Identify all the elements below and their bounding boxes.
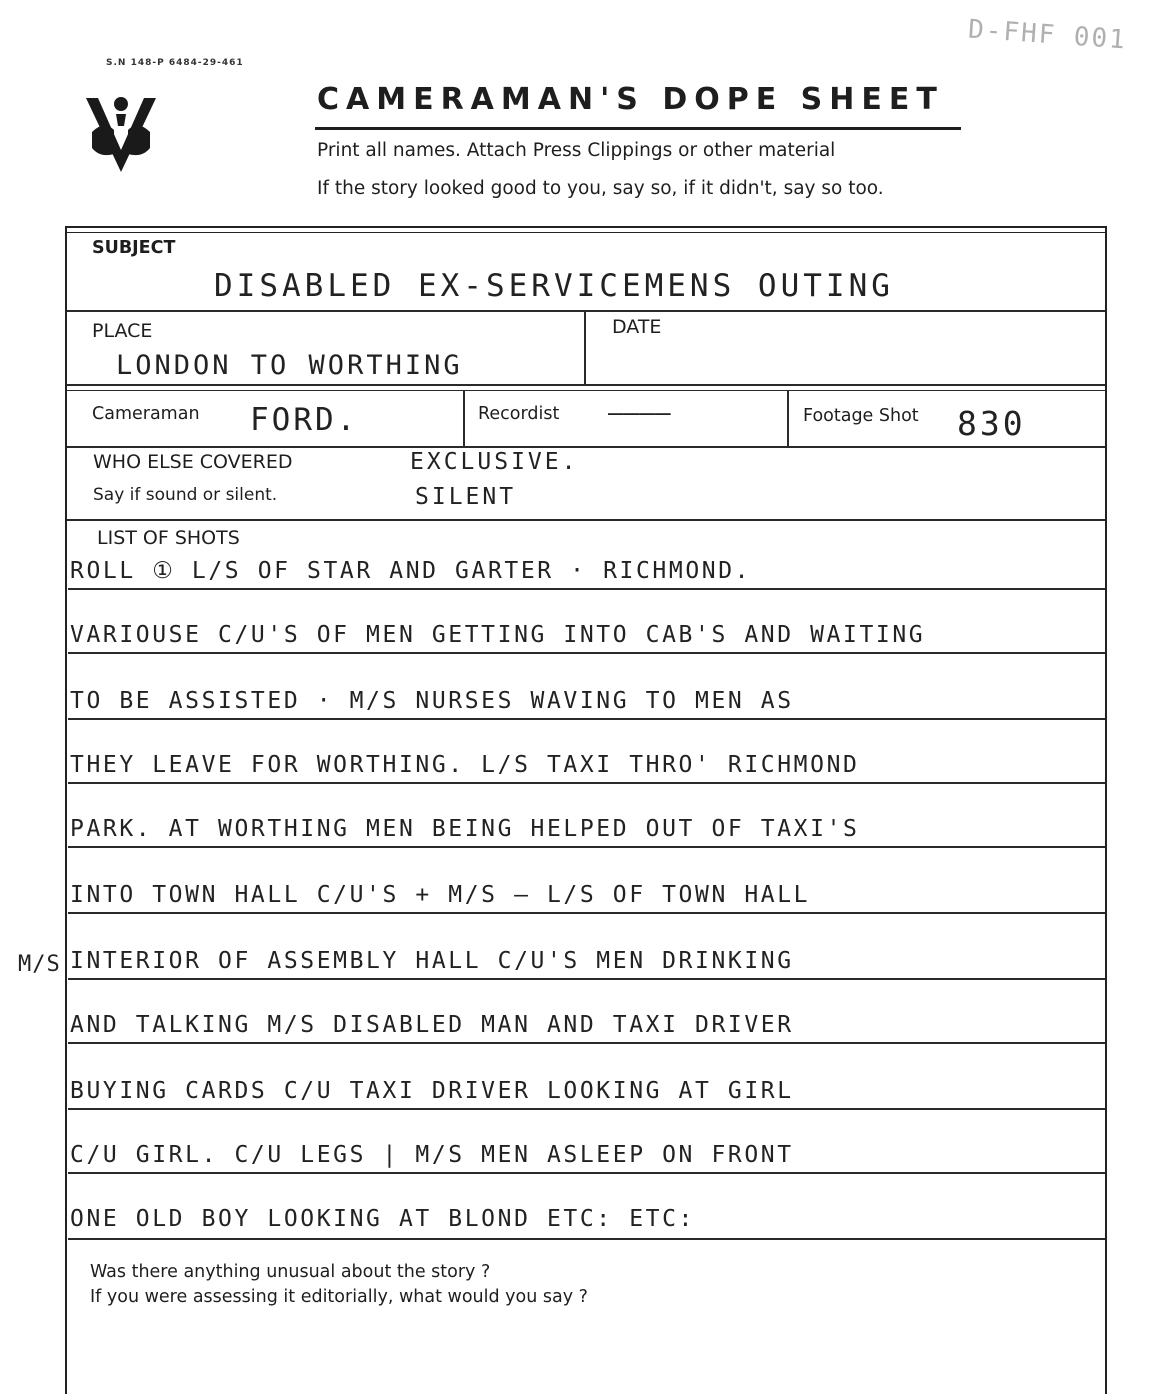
subject-value: DISABLED EX-SERVICEMENS OUTING [214, 268, 894, 304]
shot-rule [68, 1172, 1105, 1174]
serial-number: S.N 148-P 6484-29-461 [106, 58, 244, 68]
recordist-divider [787, 390, 789, 446]
shot-rule [68, 846, 1105, 848]
date-label: DATE [612, 316, 662, 338]
place-date-divider [584, 310, 586, 384]
shot-line-5: PARK. AT WORTHING MEN BEING HELPED OUT OF TAXI'S [70, 816, 860, 842]
form-border-top [65, 226, 1107, 228]
shots-label: LIST OF SHOTS [97, 527, 240, 549]
cameraman-value: FORD. [250, 402, 359, 438]
place-value: LONDON TO WORTHING [116, 350, 463, 381]
shot-rule [68, 1238, 1105, 1240]
shot-rule [68, 978, 1105, 980]
cameraman-divider [463, 390, 465, 446]
sheet-title: CAMERAMAN'S DOPE SHEET [317, 82, 944, 117]
company-logo [84, 92, 158, 174]
cameraman-label: Cameraman [92, 404, 200, 424]
shot-line-1: ROLL ① L/S OF STAR AND GARTER · RICHMOND. [70, 558, 752, 584]
shot-line-8: AND TALKING M/S DISABLED MAN AND TAXI DRIVER [70, 1012, 794, 1038]
shot-line-2: VARIOUSE C/U'S OF MEN GETTING INTO CAB'S AND WAITING [70, 622, 926, 648]
shot-rule [68, 1042, 1105, 1044]
crew-bottom-rule [67, 446, 1105, 448]
shot-rule [68, 588, 1105, 590]
footage-label: Footage Shot [803, 406, 919, 426]
question-editorial: If you were assessing it editorially, what would you say ? [90, 1287, 588, 1307]
instruction-line-1: Print all names. Attach Press Clippings or other material [317, 140, 836, 161]
who-else-bottom-rule [67, 519, 1105, 521]
shot-rule [68, 782, 1105, 784]
recordist-value: ———— [608, 398, 671, 428]
shot-rule [68, 652, 1105, 654]
margin-note: M/S [18, 952, 61, 977]
shot-rule [68, 912, 1105, 914]
subject-label: SUBJECT [92, 238, 176, 258]
shot-line-4: THEY LEAVE FOR WORTHING. L/S TAXI THRO' RICHMOND [70, 752, 860, 778]
subject-bottom-rule [67, 310, 1105, 312]
instruction-line-2: If the story looked good to you, say so, if it didn't, say so too. [317, 178, 884, 199]
shot-rule [68, 718, 1105, 720]
shot-line-7: INTERIOR OF ASSEMBLY HALL C/U'S MEN DRINKING [70, 948, 794, 974]
archive-reference: D-FHF 001 [967, 14, 1128, 56]
sound-value: SILENT [415, 484, 517, 510]
sound-label: Say if sound or silent. [93, 485, 278, 505]
title-underline [315, 127, 961, 130]
shot-line-9: BUYING CARDS C/U TAXI DRIVER LOOKING AT GIRL [70, 1078, 794, 1104]
place-bottom-rule [67, 384, 1105, 386]
recordist-label: Recordist [478, 404, 560, 424]
who-else-label: WHO ELSE COVERED [93, 451, 293, 473]
place-bottom-rule-double [67, 390, 1105, 391]
shot-line-3: TO BE ASSISTED · M/S NURSES WAVING TO MEN AS [70, 688, 794, 714]
shot-line-11: ONE OLD BOY LOOKING AT BLOND ETC: ETC: [70, 1206, 695, 1232]
form-border-left [65, 226, 67, 1394]
footage-value: 830 [957, 404, 1026, 443]
question-unusual: Was there anything unusual about the story ? [90, 1262, 491, 1282]
form-border-top-inner [65, 232, 1107, 233]
shot-line-10: C/U GIRL. C/U LEGS | M/S MEN ASLEEP ON FRONT [70, 1142, 794, 1168]
who-else-value: EXCLUSIVE. [410, 449, 579, 475]
form-border-right [1105, 226, 1107, 1394]
shot-line-6: INTO TOWN HALL C/U'S + M/S — L/S OF TOWN HALL [70, 882, 811, 908]
place-label: PLACE [92, 320, 153, 342]
shot-rule [68, 1108, 1105, 1110]
